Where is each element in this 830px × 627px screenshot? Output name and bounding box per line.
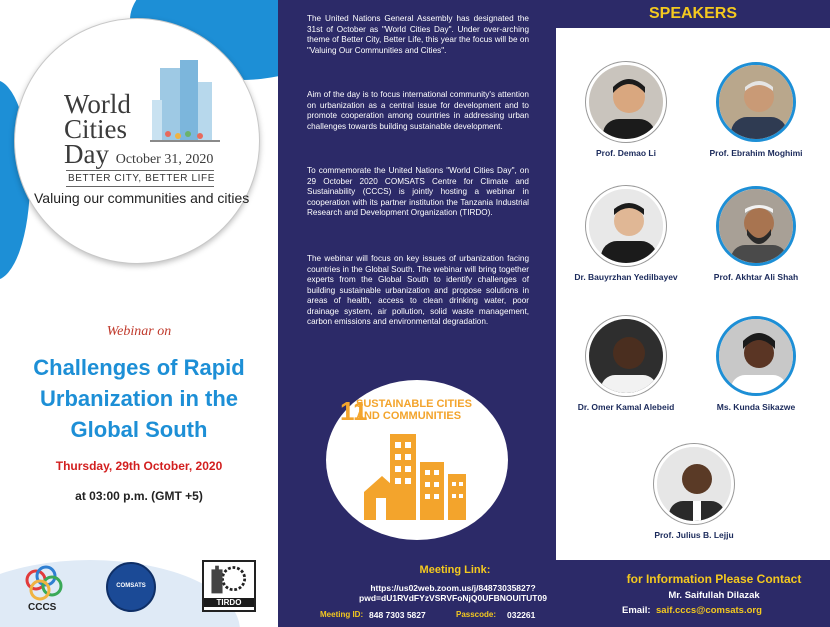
- speaker-name: Ms. Kunda Sikazwe: [716, 402, 796, 412]
- speaker-card: [624, 444, 764, 540]
- person-avatar-icon: [719, 319, 796, 396]
- person-avatar-icon: [589, 189, 666, 266]
- speaker-photo: [716, 316, 796, 396]
- contact-name: Mr. Saifullah Dilazak: [668, 590, 760, 601]
- speaker-photo: [586, 316, 666, 396]
- logo-date: October 31, 2020: [115, 152, 214, 167]
- speaker-name: Prof. Julius B. Lejju: [654, 530, 734, 540]
- sdg-title: [356, 398, 472, 422]
- meeting-link-line2[interactable]: pwd=dU1RVdFYzVSRVFoNjQ0UFBNOUITUT09: [359, 593, 547, 603]
- organization-logos: [22, 558, 262, 614]
- paragraph-designation: The United Nations General Assembly has designated the 31st of October as "World Cities Day". Under over-arching theme of Better City, Better Life, this year the focus will be on "Valuing Our Communities and Cities".: [307, 14, 529, 55]
- logo-line-cities: Cities: [64, 114, 128, 144]
- passcode-label: Passcode:: [456, 610, 497, 619]
- speaker-photo: [586, 62, 666, 142]
- webinar-title-line2: Urbanization in the: [40, 386, 238, 411]
- speaker-card: [556, 186, 696, 282]
- sustainable-cities-icon: [360, 432, 472, 522]
- meeting-id-label: Meeting ID:: [320, 610, 364, 619]
- person-avatar-icon: [589, 319, 666, 396]
- cccs-label: CCCS: [28, 602, 57, 613]
- paragraph-aim: Aim of the day is to focus international community's attention on urbanization as a central issue for development and to promote cooperation among countries in addressing urban challenges towards building sustainable development.: [307, 90, 529, 131]
- paragraph-commemorate: To commemorate the United Nations "World Cities Day", on 29 October 2020 COMSATS Centre for Climate and Sustainability (CCCS) is jointly hosting a webinar in cooperation with its partner institution the Tanzania Industrial Research and Development Organization (TIRDO).: [307, 166, 529, 217]
- webinar-title-line1: Challenges of Rapid: [33, 355, 245, 380]
- person-avatar-icon: [657, 447, 734, 524]
- meeting-link-line1[interactable]: https://us02web.zoom.us/j/84873035827?: [370, 583, 536, 593]
- person-avatar-icon: [719, 189, 796, 266]
- meeting-link[interactable]: [318, 583, 588, 603]
- logo-divider-bottom: [66, 186, 214, 187]
- webinar-title-line3: Global South: [70, 417, 208, 442]
- contact-email-link[interactable]: saif.cccs@comsats.org: [656, 605, 762, 616]
- left-panel: [0, 0, 278, 627]
- footer-strip: [278, 560, 830, 627]
- logo-wordmark: [64, 89, 214, 172]
- logo-line-world: World: [64, 89, 131, 119]
- meeting-link-heading: Meeting Link:: [419, 564, 491, 576]
- speaker-name: Dr. Omer Kamal Alebeid: [577, 402, 675, 412]
- speaker-card: [556, 316, 696, 412]
- logo-theme: Valuing our communities and cities: [34, 190, 250, 206]
- middle-panel: [278, 0, 556, 560]
- speaker-card: [556, 62, 696, 158]
- speaker-card: [686, 316, 826, 412]
- tirdo-label: TIRDO: [204, 598, 254, 607]
- logo-line-day-text: Day: [64, 139, 109, 169]
- speaker-photo: [654, 444, 734, 524]
- speaker-name: Prof. Demao Li: [596, 148, 656, 158]
- person-avatar-icon: [589, 65, 666, 142]
- contact-email-label: Email:: [622, 605, 651, 616]
- speaker-photo: [716, 186, 796, 266]
- event-time: at 03:00 p.m. (GMT +5): [75, 489, 203, 503]
- logo-tagline: BETTER CITY, BETTER LIFE: [68, 173, 216, 184]
- speakers-title: SPEAKERS: [648, 5, 738, 22]
- event-date: Thursday, 29th October, 2020: [55, 459, 223, 473]
- speaker-photo: [586, 186, 666, 266]
- sdg-title-line1: SUSTAINABLE CITIES: [356, 398, 472, 410]
- speaker-name: Dr. Bauyrzhan Yedilbayev: [574, 272, 678, 282]
- webinar-title: [0, 352, 278, 445]
- paragraph-focus: The webinar will focus on key issues of urbanization facing countries in the Global South. The webinar will bring together experts from the Global South to identify challenges of building sustainable urbanization and propose solutions in areas of health, access to clean drinking water, poor drainage system, air pollution, solid waste management, carbon emissions and environmental degradation.: [307, 254, 529, 326]
- speaker-card: [686, 186, 826, 282]
- meeting-id-value: 848 7303 5827: [369, 610, 426, 620]
- contact-heading: for Information Please Contact: [626, 572, 802, 586]
- logo-line-day: [64, 139, 214, 172]
- logo-divider-top: [66, 170, 214, 171]
- right-panel: [556, 0, 830, 560]
- passcode-value: 032261: [507, 610, 536, 620]
- speaker-name: Prof. Akhtar Ali Shah: [713, 272, 799, 282]
- comsats-label: COMSATS: [116, 583, 146, 589]
- sdg-number: 11: [340, 396, 368, 426]
- person-avatar-icon: [719, 65, 796, 142]
- sdg-title-line2: AND COMMUNITIES: [356, 410, 462, 422]
- speaker-card: [686, 62, 826, 158]
- webinar-on-label: Webinar on: [106, 324, 172, 339]
- speaker-photo: [716, 62, 796, 142]
- speaker-name: Prof. Ebrahim Moghimi: [709, 148, 803, 158]
